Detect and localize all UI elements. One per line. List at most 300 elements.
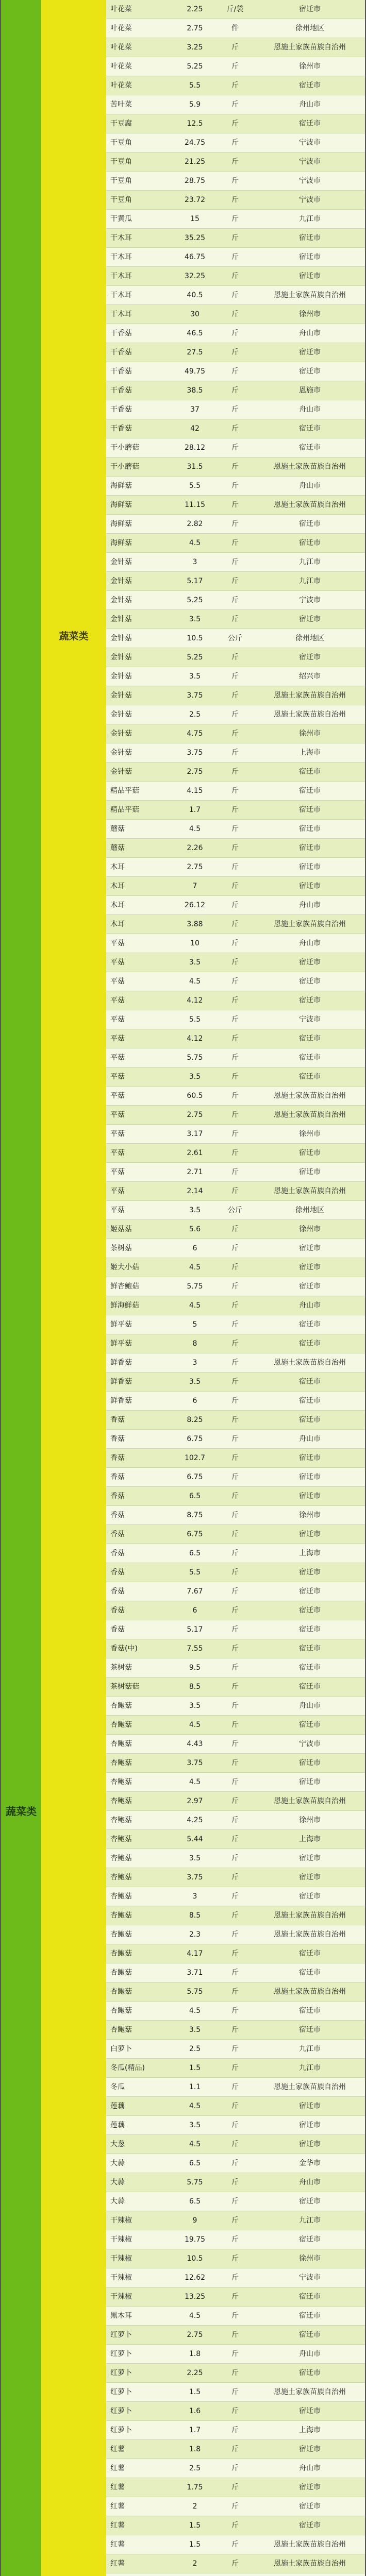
unit-cell: 斤	[231, 2083, 239, 2091]
origin-cell: 宿迁市	[299, 539, 321, 547]
unit-cell: 斤	[231, 2007, 239, 2015]
unit-cell: 斤	[231, 2235, 239, 2244]
origin-cell: 徐州市	[299, 1816, 321, 1824]
price-cell: 40.5	[187, 291, 203, 299]
item-name-cell: 鲜香菇	[110, 1378, 132, 1386]
item-name-cell: 红薯	[110, 2540, 125, 2549]
table-row	[106, 2230, 365, 2249]
item-name-cell: 杏鲍菇	[110, 1911, 132, 1920]
price-cell: 2.14	[187, 1187, 203, 1195]
table-row	[106, 1048, 365, 1067]
table-row	[106, 1525, 365, 1544]
origin-cell: 宿迁市	[299, 2007, 321, 2015]
item-name-cell: 干香菇	[110, 405, 132, 414]
price-cell: 12.5	[187, 120, 203, 128]
item-name-cell: 蘑菇	[110, 844, 125, 852]
item-name-cell: 红薯	[110, 2464, 125, 2472]
origin-cell: 宿迁市	[299, 1778, 321, 1786]
origin-cell: 宿迁市	[299, 1168, 321, 1176]
table-row	[106, 686, 365, 705]
table-row	[106, 343, 365, 362]
unit-cell: 斤	[231, 1645, 239, 1653]
item-name-cell: 杏鲍菇	[110, 1721, 132, 1729]
price-cell: 49.75	[184, 367, 206, 376]
unit-cell: 斤	[231, 2293, 239, 2301]
price-cell: 1.7	[189, 2426, 201, 2434]
origin-cell: 宁波市	[299, 2274, 321, 2282]
item-name-cell: 红薯	[110, 2560, 125, 2568]
price-cell: 5.17	[187, 577, 203, 585]
origin-cell: 宿迁市	[299, 2502, 321, 2511]
unit-cell: 斤	[231, 291, 239, 299]
table-row	[106, 229, 365, 248]
unit-cell: 斤	[231, 939, 239, 947]
table-row	[106, 2554, 365, 2573]
item-name-cell: 香菇	[110, 1473, 125, 1481]
table-row	[106, 400, 365, 419]
price-cell: 2	[192, 2502, 197, 2511]
table-row	[106, 1353, 365, 1372]
price-cell: 1.6	[189, 2407, 201, 2415]
table-row	[106, 705, 365, 724]
price-cell: 4.75	[187, 730, 203, 738]
origin-cell: 恩施土家族苗族自治州	[274, 1911, 346, 1920]
table-row	[106, 2173, 365, 2192]
origin-cell: 宿迁市	[299, 863, 321, 871]
unit-cell: 斤	[231, 310, 239, 318]
unit-cell: 斤	[231, 62, 239, 71]
price-cell: 3	[192, 1892, 197, 1901]
origin-cell: 宿迁市	[299, 425, 321, 433]
origin-cell: 舟山市	[299, 939, 321, 947]
item-name-cell: 干辣椒	[110, 2293, 132, 2301]
origin-cell: 宿迁市	[299, 1282, 321, 1291]
item-name-cell: 大蒜	[110, 2159, 125, 2167]
unit-cell: 斤	[231, 1568, 239, 1577]
unit-cell: 斤	[231, 653, 239, 662]
table-row	[106, 1392, 365, 1411]
unit-cell: 斤	[231, 1168, 239, 1176]
item-name-cell: 香菇	[110, 1530, 125, 1538]
origin-cell: 舟山市	[299, 2350, 321, 2358]
item-name-cell: 白萝卜	[110, 2045, 132, 2053]
unit-cell: 斤	[231, 2197, 239, 2206]
unit-cell: 斤	[231, 2255, 239, 2263]
table-row	[106, 1239, 365, 1258]
unit-cell: 斤	[231, 158, 239, 166]
item-name-cell: 香菇	[110, 1606, 125, 1615]
unit-cell: 斤	[231, 482, 239, 490]
table-row	[106, 1182, 365, 1201]
unit-cell: 斤	[231, 196, 239, 204]
table-row	[106, 1925, 365, 1944]
item-name-cell: 干小蘑菇	[110, 444, 139, 452]
item-name-cell: 金针菇	[110, 730, 132, 738]
item-name-cell: 鲜平菇	[110, 1320, 132, 1329]
table-row	[106, 2135, 365, 2154]
table-row	[106, 801, 365, 820]
price-cell: 2.61	[187, 1149, 203, 1157]
item-name-cell: 干木耳	[110, 291, 132, 299]
price-cell: 1.1	[189, 2083, 201, 2091]
table-row	[106, 1887, 365, 1906]
table-row	[106, 152, 365, 172]
price-cell: 46.5	[187, 329, 203, 337]
unit-cell: 斤	[231, 615, 239, 623]
price-cell: 15	[190, 215, 199, 223]
price-cell: 5.5	[189, 1015, 201, 1024]
item-name-cell: 鲜香菇	[110, 1397, 132, 1405]
price-cell: 2.75	[187, 24, 203, 32]
price-cell: 2.75	[187, 2331, 203, 2339]
origin-cell: 宿迁市	[299, 2331, 321, 2339]
price-cell: 1.75	[187, 2483, 203, 2492]
unit-cell: 斤	[231, 958, 239, 967]
table-row	[106, 248, 365, 267]
price-cell: 5.75	[187, 1282, 203, 1291]
price-cell: 3	[192, 1359, 197, 1367]
table-row	[106, 1735, 365, 1754]
origin-cell: 恩施土家族苗族自治州	[274, 2560, 346, 2568]
item-name-cell: 平菇	[110, 939, 125, 947]
price-cell: 4.5	[189, 825, 201, 833]
price-cell: 2.26	[187, 844, 203, 852]
price-cell: 23.72	[184, 196, 206, 204]
price-cell: 6.5	[189, 2159, 201, 2167]
unit-cell: 斤	[231, 501, 239, 509]
price-cell: 2.25	[187, 2369, 203, 2377]
table-row	[106, 2249, 365, 2268]
item-name-cell: 干香菇	[110, 367, 132, 376]
item-name-cell: 冬瓜	[110, 2083, 125, 2091]
price-cell: 1.5	[189, 2521, 201, 2530]
origin-cell: 徐州市	[299, 1511, 321, 1519]
table-row	[106, 1201, 365, 1220]
price-cell: 3.5	[189, 2121, 201, 2129]
item-name-cell: 干香菇	[110, 386, 132, 395]
origin-cell: 徐州市	[299, 1130, 321, 1138]
unit-cell: 斤	[231, 2121, 239, 2129]
price-cell: 2.75	[187, 1111, 203, 1119]
table-row	[106, 534, 365, 553]
table-row	[106, 1830, 365, 1849]
item-name-cell: 杏鲍菇	[110, 1816, 132, 1824]
table-body	[106, 0, 365, 2576]
origin-cell: 宿迁市	[299, 1683, 321, 1691]
item-name-cell: 平菇	[110, 1130, 125, 1138]
price-cell: 6.75	[187, 1473, 203, 1481]
table-row	[106, 2268, 365, 2287]
origin-cell: 宿迁市	[299, 844, 321, 852]
price-cell: 4.15	[187, 787, 203, 795]
price-cell: 1.7	[189, 806, 201, 814]
unit-cell: 斤	[231, 100, 239, 109]
origin-cell: 恩施土家族苗族自治州	[274, 501, 346, 509]
origin-cell: 宿迁市	[299, 2197, 321, 2206]
table-row	[106, 267, 365, 286]
origin-cell: 宿迁市	[299, 444, 321, 452]
origin-cell: 宿迁市	[299, 1035, 321, 1043]
price-cell: 19.75	[184, 2235, 206, 2244]
price-cell: 46.75	[184, 253, 206, 261]
origin-cell: 宿迁市	[299, 2140, 321, 2148]
item-name-cell: 红萝卜	[110, 2369, 132, 2377]
item-name-cell: 干黄瓜	[110, 215, 132, 223]
unit-cell: 斤	[231, 1835, 239, 1843]
origin-cell: 恩施土家族苗族自治州	[274, 710, 346, 719]
origin-cell: 恩施市	[299, 386, 321, 395]
item-name-cell: 金针菇	[110, 672, 132, 681]
price-cell: 38.5	[187, 386, 203, 395]
origin-cell: 九江市	[299, 2064, 321, 2072]
price-cell: 2	[192, 2560, 197, 2568]
origin-cell: 宿迁市	[299, 1530, 321, 1538]
unit-cell: 斤	[231, 920, 239, 928]
table-row	[106, 2116, 365, 2135]
price-cell: 7.55	[187, 1645, 203, 1653]
unit-cell: 斤	[231, 1340, 239, 1348]
unit-cell: 斤	[231, 596, 239, 604]
table-row	[106, 1220, 365, 1239]
table-row	[106, 438, 365, 457]
origin-cell: 舟山市	[299, 901, 321, 909]
price-cell: 2.71	[187, 1168, 203, 1176]
origin-cell: 宿迁市	[299, 958, 321, 967]
origin-cell: 宿迁市	[299, 2483, 321, 2492]
price-cell: 3.5	[189, 1702, 201, 1710]
unit-cell: 斤	[231, 120, 239, 128]
origin-cell: 宿迁市	[299, 81, 321, 90]
table-row	[106, 1163, 365, 1182]
item-name-cell: 海鲜菇	[110, 482, 132, 490]
item-name-cell: 精品平菇	[110, 787, 139, 795]
origin-cell: 恩施土家族苗族自治州	[274, 2388, 346, 2396]
table-row	[106, 515, 365, 534]
table-row	[106, 2440, 365, 2459]
origin-cell: 宿迁市	[299, 787, 321, 795]
price-cell: 2.75	[187, 863, 203, 871]
origin-cell: 宿迁市	[299, 1454, 321, 1462]
unit-cell: 斤	[231, 2483, 239, 2492]
item-name-cell: 叶花菜	[110, 62, 132, 71]
table-row	[106, 1296, 365, 1315]
item-name-cell: 香菇	[110, 1416, 125, 1424]
origin-cell: 绍兴市	[299, 672, 321, 681]
unit-cell: 斤	[231, 2350, 239, 2358]
table-row	[106, 724, 365, 743]
price-cell: 2.75	[187, 768, 203, 776]
table-row	[106, 2002, 365, 2021]
unit-cell: 斤	[231, 806, 239, 814]
unit-cell: 斤	[231, 1988, 239, 1996]
price-cell: 3.5	[189, 1206, 201, 1214]
price-cell: 2.5	[189, 2045, 201, 2053]
item-name-cell: 金针菇	[110, 691, 132, 700]
table-row	[106, 2021, 365, 2040]
price-cell: 5.25	[187, 62, 203, 71]
origin-cell: 宿迁市	[299, 1854, 321, 1862]
unit-cell: 斤	[231, 1282, 239, 1291]
origin-cell: 宿迁市	[299, 996, 321, 1005]
origin-cell: 九江市	[299, 558, 321, 566]
origin-cell: 宿迁市	[299, 2521, 321, 2530]
unit-cell: 斤	[231, 1301, 239, 1310]
origin-cell: 舟山市	[299, 329, 321, 337]
table-row	[106, 2573, 365, 2576]
table-row	[106, 572, 365, 591]
unit-cell: 斤	[231, 405, 239, 414]
table-row	[106, 2345, 365, 2364]
origin-cell: 宿迁市	[299, 768, 321, 776]
item-name-cell: 红薯	[110, 2502, 125, 2511]
table-row	[106, 2287, 365, 2307]
origin-cell: 宁波市	[299, 177, 321, 185]
table-row	[106, 2326, 365, 2345]
origin-cell: 舟山市	[299, 2178, 321, 2187]
unit-cell: 斤	[231, 768, 239, 776]
table-row	[106, 2154, 365, 2173]
unit-cell	[215, 2573, 255, 2576]
table-row	[106, 1944, 365, 1963]
table-row	[106, 1506, 365, 1525]
price-cell: 10.5	[187, 2255, 203, 2263]
price-cell: 5.17	[187, 1625, 203, 1634]
table-row	[106, 1982, 365, 2002]
item-name-cell: 香菇	[110, 1435, 125, 1443]
origin-cell: 宿迁市	[299, 1568, 321, 1577]
unit-cell: 斤	[231, 2407, 239, 2415]
unit-cell: 斤	[231, 787, 239, 795]
table-row	[106, 1582, 365, 1601]
price-cell: 3.17	[187, 1130, 203, 1138]
price-cell: 7.67	[187, 1587, 203, 1596]
item-name-cell: 平菇	[110, 1054, 125, 1062]
item-name-cell: 木耳	[110, 901, 125, 909]
table-row	[106, 1601, 365, 1620]
table-row	[106, 1849, 365, 1868]
table-row	[106, 1487, 365, 1506]
item-name-cell: 杏鲍菇	[110, 1873, 132, 1882]
origin-cell: 舟山市	[299, 1301, 321, 1310]
origin-cell: 九江市	[299, 215, 321, 223]
price-cell: 37	[190, 405, 199, 414]
price-cell: 7	[192, 882, 197, 890]
origin-cell: 宁波市	[299, 596, 321, 604]
origin-cell: 九江市	[299, 2045, 321, 2053]
unit-cell: 斤	[231, 1873, 239, 1882]
unit-cell: 斤	[231, 1721, 239, 1729]
item-name-cell: 冬瓜(精品)	[110, 2064, 145, 2072]
unit-cell: 斤	[231, 1492, 239, 1500]
origin-cell: 宿迁市	[299, 1606, 321, 1615]
origin-cell: 宿迁市	[299, 5, 321, 13]
unit-cell: 斤	[231, 1930, 239, 1939]
unit-cell: 斤	[231, 1664, 239, 1672]
origin-cell: 宁波市	[299, 158, 321, 166]
unit-cell: 斤	[231, 1187, 239, 1195]
unit-cell: 斤	[231, 81, 239, 90]
item-name-cell: 苦叶菜	[110, 100, 132, 109]
unit-cell: 斤	[231, 863, 239, 871]
price-cell: 5.25	[187, 653, 203, 662]
price-cell: 6.5	[189, 2197, 201, 2206]
item-name-cell: 金针菇	[110, 577, 132, 585]
item-name-cell: 金针菇	[110, 710, 132, 719]
table-row	[106, 1658, 365, 1677]
item-name-cell: 叶花菜	[110, 24, 132, 32]
unit-cell: 斤	[231, 1149, 239, 1157]
table-row	[106, 896, 365, 915]
item-name-cell: 干木耳	[110, 310, 132, 318]
price-cell: 5.75	[187, 1988, 203, 1996]
unit-cell: 斤	[231, 1740, 239, 1748]
unit-cell: 斤	[231, 1625, 239, 1634]
origin-cell: 徐州市	[299, 62, 321, 71]
unit-cell: 斤	[231, 177, 239, 185]
item-name-cell: 木耳	[110, 920, 125, 928]
price-cell: 42	[190, 425, 199, 433]
origin-cell: 宿迁市	[299, 520, 321, 528]
table-row	[106, 782, 365, 801]
origin-cell: 九江市	[299, 2216, 321, 2225]
origin-cell: 宿迁市	[299, 1721, 321, 1729]
item-name-cell: 平菇	[110, 1206, 125, 1214]
origin-cell: 宿迁市	[299, 1473, 321, 1481]
table-row	[106, 2459, 365, 2478]
table-row	[106, 839, 365, 858]
subcategory-label: 蔬菜类	[59, 631, 89, 642]
table-row	[106, 1334, 365, 1353]
unit-cell: 斤	[231, 1035, 239, 1043]
unit-cell: 斤	[231, 1511, 239, 1519]
item-name-cell: 海鲜菇	[110, 520, 132, 528]
item-name-cell: 平菇	[110, 1168, 125, 1176]
item-name-cell: 木耳	[110, 863, 125, 871]
unit-cell: 斤	[231, 825, 239, 833]
price-cell: 2.5	[189, 2464, 201, 2472]
origin-cell: 舟山市	[299, 1435, 321, 1443]
table-row	[106, 553, 365, 572]
price-cell: 8.5	[189, 1911, 201, 1920]
unit-cell: 斤	[231, 1969, 239, 1977]
origin-cell: 恩施土家族苗族自治州	[274, 691, 346, 700]
table-row	[106, 972, 365, 991]
unit-cell: 斤	[231, 1759, 239, 1767]
unit-cell: 斤	[231, 1454, 239, 1462]
price-cell: 9	[192, 2216, 197, 2225]
price-cell: 3.25	[187, 43, 203, 52]
table-row	[106, 191, 365, 210]
table-row	[106, 324, 365, 343]
price-cell: 8.75	[187, 1511, 203, 1519]
price-cell: 24.75	[184, 139, 206, 147]
unit-cell: 斤	[231, 43, 239, 52]
origin-cell: 宿迁市	[299, 1625, 321, 1634]
unit-cell: 斤	[231, 463, 239, 471]
price-cell: 8	[192, 1340, 197, 1348]
price-cell: 1.5	[189, 2388, 201, 2396]
unit-cell: 公斤	[228, 1206, 242, 1214]
table-row	[106, 2078, 365, 2097]
item-name-cell: 杏鲍菇	[110, 1740, 132, 1748]
table-row	[106, 1716, 365, 1735]
unit-cell: 斤	[231, 1892, 239, 1901]
item-name-cell: 干木耳	[110, 234, 132, 242]
price-cell: 3.5	[189, 672, 201, 681]
item-name-cell: 杏鲍菇	[110, 1930, 132, 1939]
origin-cell: 恩施土家族苗族自治州	[274, 1187, 346, 1195]
origin-cell: 宿迁市	[299, 2369, 321, 2377]
